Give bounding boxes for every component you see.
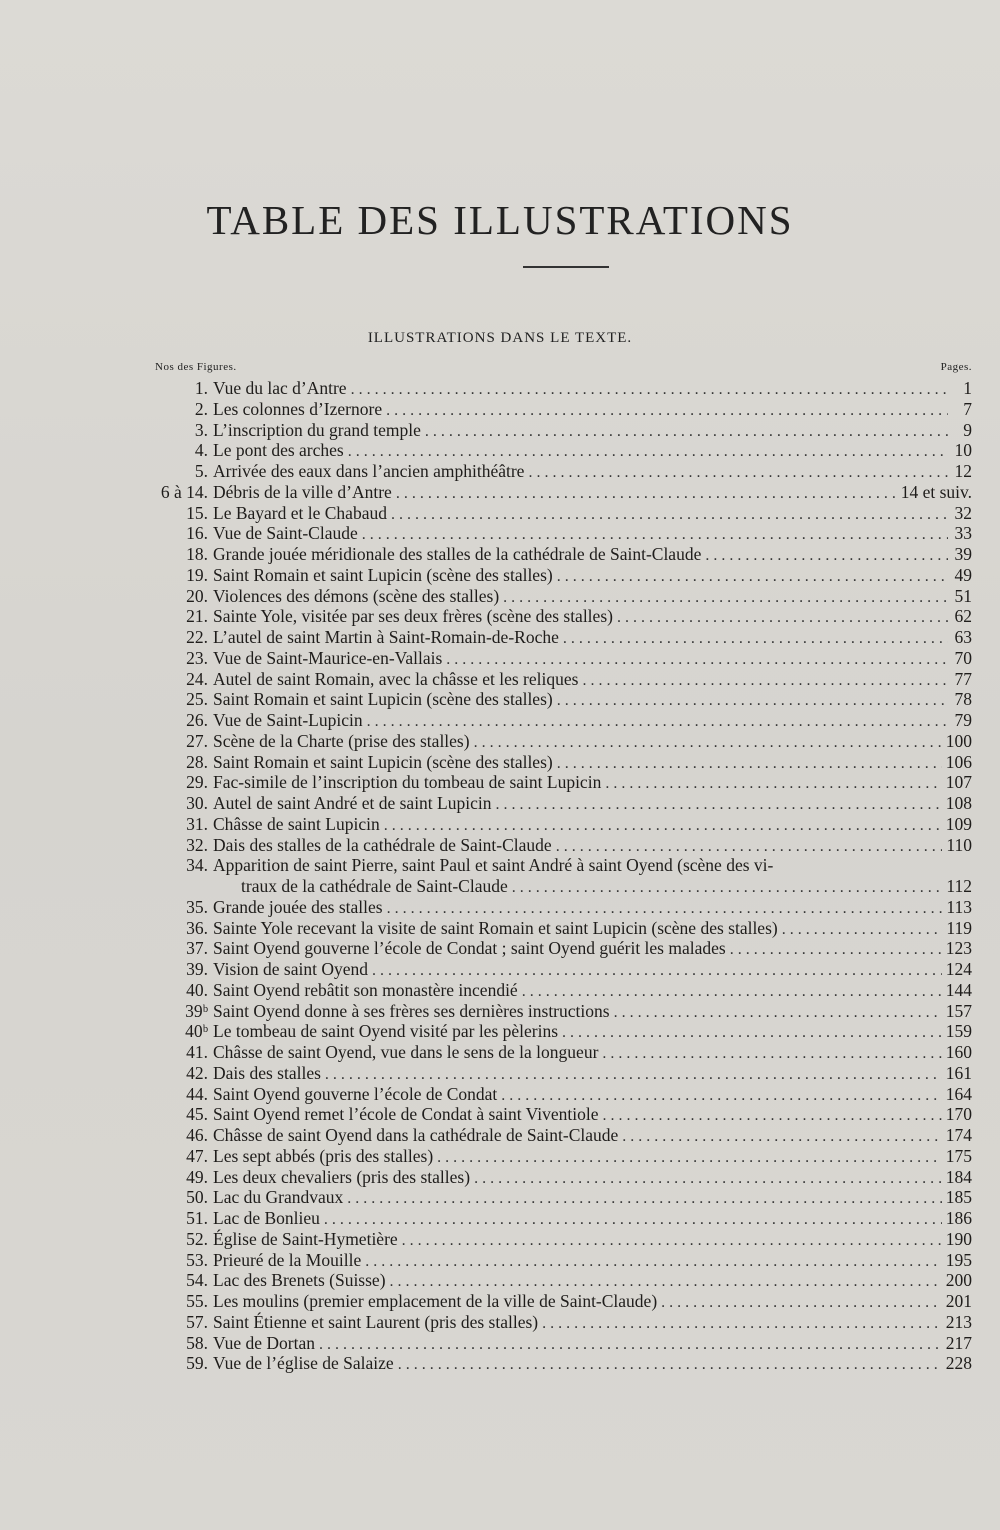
figure-title: Débris de la ville d’Antre (213, 481, 392, 502)
figure-number: 47. (186, 1145, 208, 1166)
list-item (150, 1353, 972, 1374)
leader-dots (319, 1335, 942, 1356)
page-number: 49 (954, 564, 972, 585)
figure-number: 44. (186, 1083, 208, 1104)
figure-number: 30. (186, 793, 208, 813)
figure-title: Saint Oyend gouverne l’école de Condat (213, 1083, 498, 1104)
figure-title: Grande jouée méridionale des stalles de la cathédrale de Saint-Claude (213, 544, 702, 564)
figure-title: Vue de Saint-Lupicin (213, 710, 363, 730)
list-item (150, 1125, 972, 1146)
list-item (150, 1270, 972, 1291)
figure-number: 52. (186, 1228, 208, 1249)
figure-title: L’autel de saint Martin à Saint-Romain-de-Roche (213, 627, 559, 647)
figure-number: 28. (186, 751, 208, 772)
page-number: 113 (946, 896, 972, 917)
leader-dots (556, 837, 943, 858)
leader-dots (474, 1169, 942, 1190)
leader-dots (391, 505, 948, 526)
figure-number: 24. (186, 668, 208, 689)
figure-number: 16. (186, 523, 208, 544)
figure-number: 40. (186, 979, 208, 1000)
page-number: 33 (954, 523, 972, 544)
figure-number: 3. (194, 419, 208, 440)
figure-title: Saint Oyend remet l’école de Condat à saint Viventiole (213, 1104, 599, 1125)
figure-title: Châsse de saint Oyend, vue dans le sens de la longueur (213, 1042, 599, 1062)
page-number: 7 (963, 398, 972, 419)
figure-title: Le Bayard et le Chabaud (213, 502, 387, 523)
page-number: 124 (945, 959, 972, 979)
figure-title: Vision de saint Oyend (213, 959, 368, 979)
figure-number: 32. (186, 834, 208, 855)
page-number: 184 (945, 1166, 972, 1187)
title-rule (523, 266, 609, 268)
figure-title: Arrivée des eaux dans l’ancien amphithéâtre (213, 461, 525, 481)
page-number: 164 (945, 1083, 972, 1104)
figure-title: Les moulins (premier emplacement de la ville de Saint-Claude) (213, 1291, 658, 1311)
list-item (150, 1001, 972, 1022)
leader-dots (324, 1210, 942, 1231)
figure-number: 37. (186, 938, 208, 959)
page-number: 106 (945, 751, 972, 772)
figure-number: 53. (186, 1249, 208, 1270)
list-item (150, 1187, 972, 1208)
figure-title: Les deux chevaliers (pris des stalles) (213, 1166, 471, 1187)
list-item (150, 1104, 972, 1125)
page-number: 39 (954, 544, 972, 564)
page-number: 174 (945, 1125, 972, 1145)
leader-dots (347, 1189, 942, 1210)
leader-dots (557, 567, 948, 588)
leader-dots (617, 608, 948, 629)
page-number: 200 (945, 1270, 972, 1291)
figure-title: Église de Saint-Hymetière (213, 1228, 398, 1249)
figure-title: Vue de Dortan (213, 1332, 315, 1353)
figure-title: Châsse de saint Lupicin (213, 813, 380, 834)
list-item (150, 1312, 972, 1333)
page-number: 12 (954, 461, 972, 481)
leader-dots (387, 899, 943, 920)
page-number: 195 (945, 1249, 972, 1270)
leader-dots (446, 650, 948, 671)
list-item (150, 378, 972, 399)
figure-number: 34. (186, 855, 208, 876)
figure-number: 58. (186, 1332, 208, 1353)
list-item (150, 876, 972, 897)
leader-dots (501, 1086, 941, 1107)
list-item (150, 461, 972, 482)
page-number: 14 et suiv. (900, 481, 972, 502)
list-item (150, 918, 972, 939)
figure-title: Prieuré de la Mouille (213, 1249, 362, 1270)
list-item (150, 731, 972, 752)
list-item (150, 482, 972, 503)
figure-number: 18. (186, 544, 208, 564)
list-item (150, 544, 972, 565)
list-item (150, 897, 972, 918)
leader-dots (557, 754, 942, 775)
leader-dots (437, 1148, 942, 1169)
figure-title: Lac du Grandvaux (213, 1187, 344, 1208)
page-number: 190 (945, 1228, 972, 1249)
figure-number: 45. (186, 1104, 208, 1125)
column-header-pages: Pages. (940, 361, 972, 373)
leader-dots (602, 1106, 941, 1127)
page-number: 185 (945, 1187, 972, 1208)
leader-dots (503, 588, 948, 609)
list-item (150, 1291, 972, 1312)
figure-title: Les sept abbés (pris des stalles) (213, 1145, 434, 1166)
figure-title: L’inscription du grand temple (213, 419, 421, 440)
figure-number: 2. (194, 398, 208, 419)
leader-dots (562, 1023, 942, 1044)
figure-title: Saint Étienne et saint Laurent (pris des stalles) (213, 1311, 539, 1332)
leader-dots (362, 525, 948, 546)
list-item (150, 752, 972, 773)
figure-number: 40ᵇ (185, 1021, 208, 1042)
figure-number: 35. (186, 896, 208, 917)
figure-title: Le tombeau de saint Oyend visité par les pèlerins (213, 1021, 559, 1042)
leader-dots (605, 774, 941, 795)
leader-dots (542, 1314, 942, 1335)
page-number: 144 (945, 979, 972, 1000)
leader-dots (390, 1272, 942, 1293)
page-number: 62 (954, 606, 972, 627)
list-item (150, 627, 972, 648)
figure-title: Vue de l’église de Salaize (213, 1353, 394, 1374)
list-item (150, 689, 972, 710)
list-item (150, 606, 972, 627)
leader-dots (582, 671, 948, 692)
leader-dots (705, 546, 948, 567)
list-item (150, 938, 972, 959)
figure-title: traux de la cathédrale de Saint-Claude (241, 876, 508, 896)
list-item (150, 980, 972, 1001)
figure-number: 36. (186, 917, 208, 938)
page-number: 100 (945, 730, 972, 751)
list-item (150, 1229, 972, 1250)
leader-dots (730, 940, 942, 961)
page-number: 123 (945, 938, 972, 959)
figure-number: 1. (194, 378, 208, 398)
figure-number: 20. (186, 585, 208, 606)
list-item (150, 586, 972, 607)
list-item (150, 855, 972, 876)
figure-title: Dais des stalles (213, 1062, 321, 1083)
leader-dots (512, 878, 943, 899)
leader-dots (365, 1252, 942, 1273)
list-item (150, 814, 972, 835)
list-item (150, 1250, 972, 1271)
figure-title: Saint Romain et saint Lupicin (scène des stalles) (213, 751, 553, 772)
figure-title: Violences des démons (scène des stalles) (213, 585, 500, 606)
page-number: 110 (946, 834, 972, 855)
list-item (150, 523, 972, 544)
figure-title: Saint Romain et saint Lupicin (scène des stalles) (213, 689, 553, 710)
figure-number: 25. (186, 689, 208, 710)
figure-title: Saint Oyend rebâtit son monastère incendié (213, 979, 518, 1000)
page-number: 32 (954, 502, 972, 523)
page-number: 1 (963, 378, 972, 398)
figure-number: 5. (194, 461, 208, 481)
figure-number: 55. (186, 1291, 208, 1311)
list-item (150, 399, 972, 420)
figure-number: 4. (194, 440, 208, 461)
leader-dots (348, 442, 948, 463)
page-number: 159 (945, 1021, 972, 1042)
figure-number: 54. (186, 1270, 208, 1291)
leader-dots (425, 422, 948, 443)
figure-number: 22. (186, 627, 208, 647)
figure-number: 39. (186, 959, 208, 979)
page-number: 161 (945, 1062, 972, 1083)
list-item (150, 793, 972, 814)
page-number: 107 (945, 772, 972, 793)
column-header-figures: Nos des Figures. (155, 361, 237, 373)
figure-number: 27. (186, 730, 208, 751)
list-item (150, 959, 972, 980)
page-number: 78 (954, 689, 972, 710)
leader-dots (396, 484, 897, 505)
figure-title: Sainte Yole recevant la visite de saint Romain et saint Lupicin (scène des stalles) (213, 917, 778, 938)
list-item (150, 1063, 972, 1084)
leader-dots (351, 380, 948, 401)
list-item (150, 420, 972, 441)
leader-dots (386, 401, 948, 422)
page-number: 201 (945, 1291, 972, 1311)
page-number: 160 (945, 1042, 972, 1062)
figure-number: 42. (186, 1062, 208, 1083)
page-number: 228 (945, 1353, 972, 1374)
leader-dots (602, 1044, 941, 1065)
leader-dots (563, 629, 948, 650)
list-item (150, 669, 972, 690)
list-item (150, 1333, 972, 1354)
list-item (150, 440, 972, 461)
leader-dots (398, 1355, 942, 1376)
list-item (150, 1042, 972, 1063)
page-number: 79 (954, 710, 972, 730)
page-number: 10 (954, 440, 972, 461)
leader-dots (474, 733, 942, 754)
leader-dots (782, 920, 943, 941)
figure-number: 59. (186, 1353, 208, 1374)
figure-title: Fac-simile de l’inscription du tombeau de saint Lupicin (213, 772, 602, 793)
leader-dots (528, 463, 948, 484)
figure-number: 41. (186, 1042, 208, 1062)
page-number: 77 (954, 668, 972, 689)
page-number: 213 (945, 1311, 972, 1332)
leader-dots (384, 816, 942, 837)
figure-title: Saint Oyend gouverne l’école de Condat ; saint Oyend guérit les malades (213, 938, 726, 959)
figure-title: Le pont des arches (213, 440, 344, 461)
list-item (150, 710, 972, 731)
figure-number: 26. (186, 710, 208, 730)
figure-number: 15. (186, 502, 208, 523)
list-item (150, 565, 972, 586)
page-number: 108 (945, 793, 972, 813)
list-item (150, 1167, 972, 1188)
list-item (150, 1021, 972, 1042)
figure-title: Autel de saint André et de saint Lupicin (213, 793, 492, 813)
figure-title: Apparition de saint Pierre, saint Paul et saint André à saint Oyend (scène des vi- (213, 855, 774, 876)
list-item (150, 835, 972, 856)
leader-dots (557, 691, 948, 712)
list-item (150, 772, 972, 793)
leader-dots (402, 1231, 942, 1252)
figure-number: 31. (186, 813, 208, 834)
list-item (150, 1146, 972, 1167)
leader-dots (622, 1127, 941, 1148)
page-number: 63 (954, 627, 972, 647)
list-item (150, 648, 972, 669)
page-number: 217 (945, 1332, 972, 1353)
leader-dots (325, 1065, 942, 1086)
figure-number: 39ᵇ (185, 1000, 208, 1021)
figure-number: 57. (186, 1311, 208, 1332)
figure-number: 23. (186, 647, 208, 668)
list-item (150, 503, 972, 524)
figure-title: Sainte Yole, visitée par ses deux frères (scène des stalles) (213, 606, 613, 627)
page-number: 170 (945, 1104, 972, 1125)
figure-number: 19. (186, 564, 208, 585)
page-number: 9 (963, 419, 972, 440)
figure-title: Vue de Saint-Claude (213, 523, 358, 544)
leader-dots (367, 712, 948, 733)
figure-number: 46. (186, 1125, 208, 1145)
section-subtitle: ILLUSTRATIONS DANS LE TEXTE. (367, 330, 633, 346)
page-number: 119 (946, 917, 972, 938)
page-number: 70 (954, 647, 972, 668)
figure-title: Grande jouée des stalles (213, 896, 383, 917)
figure-title: Lac de Bonlieu (213, 1208, 320, 1228)
page-title: TABLE DES ILLUSTRATIONS (206, 197, 794, 243)
figure-number: 21. (186, 606, 208, 627)
figure-title: Saint Romain et saint Lupicin (scène des stalles) (213, 564, 553, 585)
page-number: 109 (945, 813, 972, 834)
page-number: 112 (946, 876, 972, 896)
figure-title: Châsse de saint Oyend dans la cathédrale de Saint-Claude (213, 1125, 619, 1145)
list-item (150, 1084, 972, 1105)
illustration-list (150, 378, 972, 1374)
leader-dots (372, 961, 942, 982)
figure-title: Saint Oyend donne à ses frères ses dernières instructions (213, 1000, 610, 1021)
leader-dots (522, 982, 942, 1003)
figure-title: Autel de saint Romain, avec la châsse et les reliques (213, 668, 579, 689)
figure-title: Les colonnes d’Izernore (213, 398, 383, 419)
page-number: 51 (954, 585, 972, 606)
list-item (150, 1208, 972, 1229)
figure-title: Vue de Saint-Maurice-en-Vallais (213, 647, 443, 668)
figure-title: Lac des Brenets (Suisse) (213, 1270, 386, 1291)
figure-title: Dais des stalles de la cathédrale de Saint-Claude (213, 834, 552, 855)
leader-dots (614, 1003, 942, 1024)
leader-dots (495, 795, 941, 816)
figure-number: 50. (186, 1187, 208, 1208)
figure-number: 29. (186, 772, 208, 793)
figure-title: Scène de la Charte (prise des stalles) (213, 730, 470, 751)
page-number: 157 (945, 1000, 972, 1021)
figure-number: 6 à 14. (160, 481, 208, 502)
figure-number: 49. (186, 1166, 208, 1187)
figure-title: Vue du lac d’Antre (213, 378, 347, 398)
page-number: 186 (945, 1208, 972, 1228)
figure-number: 51. (186, 1208, 208, 1228)
leader-dots (661, 1293, 942, 1314)
page-number: 175 (945, 1145, 972, 1166)
